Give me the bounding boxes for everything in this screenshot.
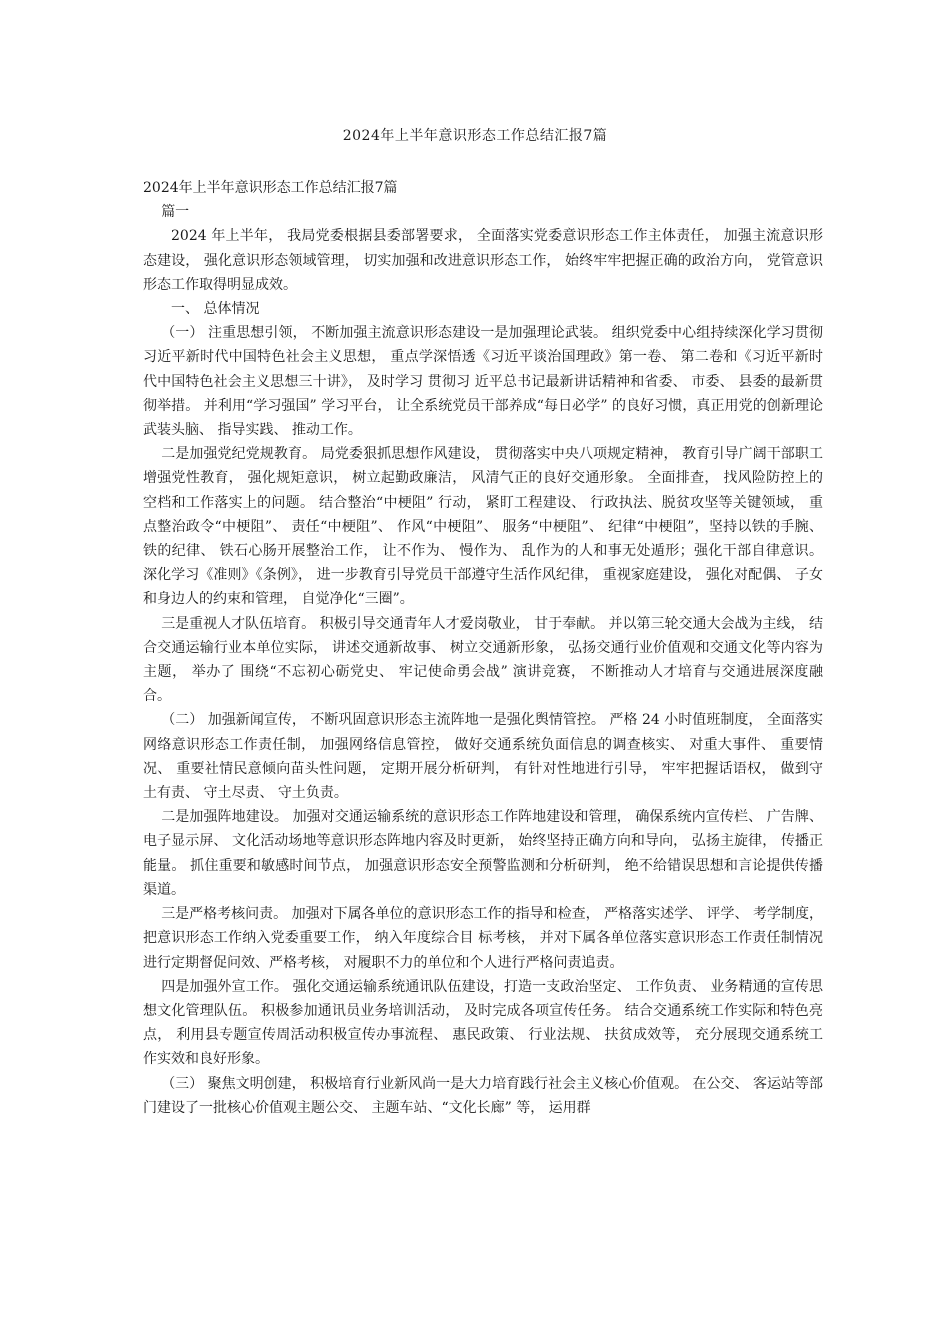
paragraph-intro: 2024 年上半年， 我局党委根据县委部署要求， 全面落实党委意识形态工作主体责任， 加强主流意识形态建设， 强化意识形态领域管理， 切实加强和改进意识形态工作， 始终牢牢把握正确的政治方向， 党管意识形态工作取得明显成效。: [143, 228, 823, 293]
document-body: [143, 176, 823, 1120]
paragraph-platform: 二是加强阵地建设。 加强对交通运输系统的意识形态工作阵地建设和管理， 确保系统内宣传栏、 广告牌、 电子显示屏、 文化活动场地等意识形态阵地内容及时更新， 始终坚持正确方向和导向， 弘扬主旋律， 传播正能量。 抓住重要和敏感时间节点， 加强意识形态安全预警监测和分析研判， 绝不给错误思想和言论提供传播渠道。: [143, 809, 823, 898]
paragraph-assessment: 三是严格考核问责。 加强对下属各单位的意识形态工作的指导和检查， 严格落实述学、 评学、 考学制度， 把意识形态工作纳入党委重要工作， 纳入年度综合目 标考核， 并对下属各单位落实意识形态工作责任制情况进行定期督促问效、严格考核， 对履职不力的单位和个人进行严格问责追责。: [143, 906, 823, 971]
document-title: 2024年上半年意识形态工作总结汇报7篇: [342, 128, 608, 144]
paragraph-theory: （一） 注重思想引领， 不断加强主流意识形态建设一是加强理论武装。 组织党委中心组持续深化学习贯彻习近平新时代中国特色社会主义思想， 重点学深悟透《习近平谈治国理政》第一卷、 第二卷和《习近平新时代中国特色社会主义思想三十讲》， 及时学习 贯彻习 近平总书记最新讲话精神和省委、 市委、 县委的最新贯彻举措。 并利用“学习强国” 学习平台， 让全系统党员干部养成“每日必学” 的良好习惯，真正用党的创新理论武装头脑、 指导实践、 推动工作。: [143, 325, 823, 439]
paragraph-talent: 三是重视人才队伍培育。 积极引导交通青年人才爱岗敬业， 甘于奉献。 并以第三轮交通大会战为主线， 结合交通运输行业本单位实际， 讲述交通新故事、 树立交通新形象， 弘扬交通行业价值观和交通文化等内容为主题， 举办了 围绕“不忘初心砺党史、 牢记使命勇会战” 演讲竞赛， 不断推动人才培育与交通进展深度融合。: [143, 615, 823, 705]
heading-overview: 一、 总体情况: [171, 301, 260, 318]
paragraph-publicity: （二） 加强新闻宣传， 不断巩固意识形态主流阵地一是强化舆情管控。 严格 24 小时值班制度， 全面落实网络意识形态工作责任制， 加强网络信息管控， 做好交通系统负面信息的调查核实、 对重大事件、 重要情况、 重要社情民意倾向苗头性问题， 定期开展分析研判， 有针对性地进行引导， 牢牢把握话语权， 做到守土有责、 守土尽责、 守土负责。: [143, 712, 823, 802]
document-subtitle: 2024年上半年意识形态工作总结汇报7篇: [143, 180, 398, 196]
paragraph-external: 四是加强外宣工作。 强化交通运输系统通讯队伍建设，打造一支政治坚定、 工作负责、 业务精通的宣传思想文化管理队伍。 积极参加通讯员业务培训活动， 及时完成各项宣传任务。 结合交通系统工作实际和特色亮点， 利用县专题宣传周活动积极宣传办事流程、 惠民政策、 行业法规、 扶贫成效等， 充分展现交通系统工作实效和良好形象。: [143, 978, 823, 1068]
paragraph-civilization: （三） 聚焦文明创建， 积极培育行业新风尚一是大力培育践行社会主义核心价值观。 在公交、 客运站等部门建设了一批核心价值观主题公交、 主题车站、“文化长廊” 等， 运用群: [143, 1075, 823, 1116]
section-label: 篇一: [161, 204, 190, 221]
paragraph-discipline: 二是加强党纪党规教育。 局党委狠抓思想作风建设， 贯彻落实中央八项规定精神， 教育引导广阔干部职工增强党性教育， 强化规矩意识， 树立起勤政廉洁， 风清气正的良好交通形象。 全面排查， 找风险防控上的空档和工作落实上的问题。 结合整治“中梗阻” 行动， 紧盯工程建设、 行政执法、脱贫攻坚等关键领域， 重点整治政令“中梗阻”、 责任“中梗阻”、 作风“中梗阻”、 服务“中梗阻”、 纪律“中梗阻”，坚持以铁的手腕、 铁的纪律、 铁石心肠开展整治工作， 让不作为、 慢作为、 乱作为的人和事无处遁形；强化干部自律意识。 深化学习《准则》《条例》， 进一步教育引导党员干部遵守生活作风纪律， 重视家庭建设， 强化对配偶、 子女和身边人的约束和管理， 自觉净化“三圈”。: [143, 446, 823, 608]
